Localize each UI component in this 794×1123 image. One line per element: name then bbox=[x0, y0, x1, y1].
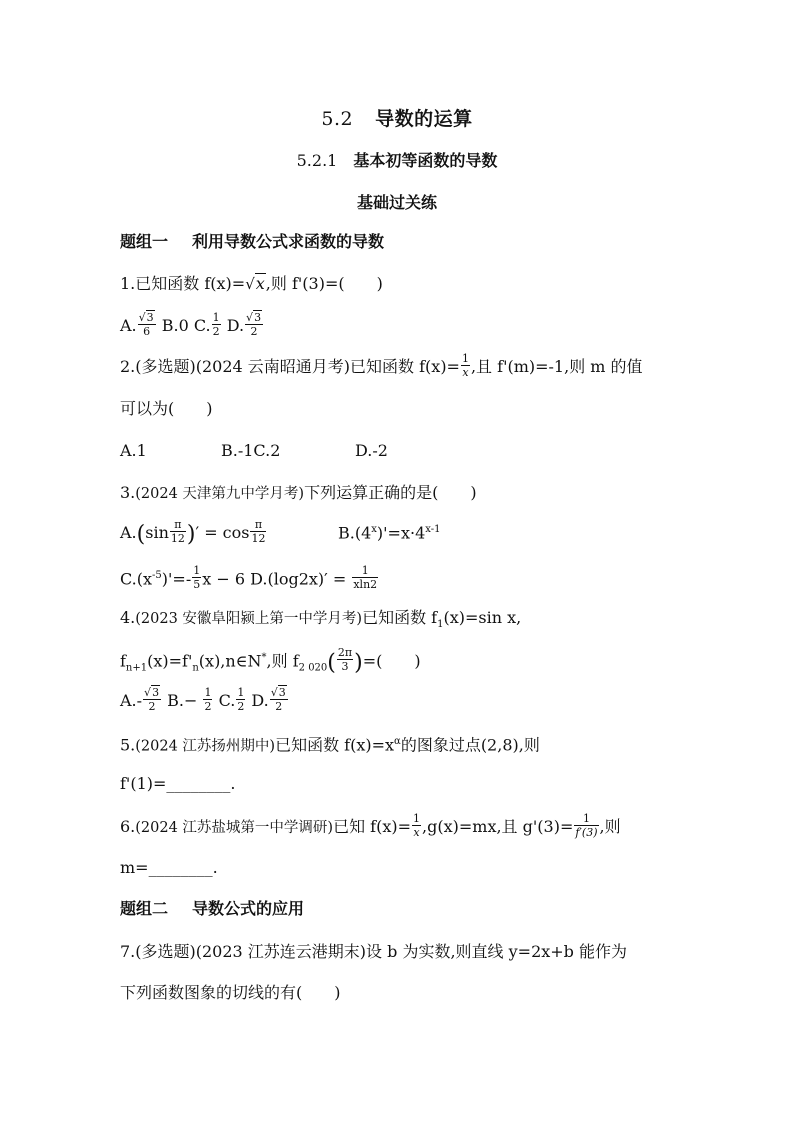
q4-source: (2023 安徽阜阳颍上第一中学月考) bbox=[135, 611, 363, 627]
group-title: 利用导数公式求函数的导数 bbox=[192, 232, 385, 251]
q1-a-fraction: $\frac{√3}{6}$ bbox=[138, 311, 154, 338]
q4-d-den: 2 bbox=[275, 700, 283, 713]
page-subtitle bbox=[0, 148, 794, 171]
q5-exp: α bbox=[394, 736, 401, 747]
q6-g-fraction bbox=[574, 813, 598, 838]
q4-stem-sub: 1 bbox=[437, 619, 444, 631]
question-2-stem-cont: 可以为( ) bbox=[120, 399, 213, 418]
q4-a-den: 2 bbox=[148, 700, 156, 713]
group-label: 题组一 bbox=[120, 232, 169, 251]
title-text: 导数的运算 bbox=[375, 108, 473, 130]
q1-option-b: B.0 C. bbox=[156, 316, 211, 335]
q6-source: (2024 江苏盐城第一中学调研) bbox=[135, 820, 334, 836]
question-7-stem-cont: 下列函数图象的切线的有( ) bbox=[120, 983, 341, 1002]
q4-fraction bbox=[337, 647, 353, 672]
q5-stem: 已知函数 f(x)=x bbox=[275, 735, 395, 755]
q1-radicand: x bbox=[255, 274, 265, 293]
question-1-stem bbox=[120, 273, 383, 295]
q3-option-c-pre: C.(x bbox=[120, 569, 153, 589]
q4-b-fraction bbox=[203, 687, 212, 712]
q4-a-fraction: $\frac{√3}{2}$ bbox=[144, 686, 160, 713]
question-4-options bbox=[120, 686, 289, 714]
q3-a-den: 12 bbox=[170, 532, 185, 546]
q4-d-fraction: $\frac{√3}{2}$ bbox=[270, 686, 286, 713]
q3-source: (2024 天津第九中学月考) bbox=[135, 486, 305, 502]
q4-c-num: 1 bbox=[237, 686, 245, 699]
q1-option-a-label: A. bbox=[120, 316, 137, 335]
q1-stem-pre: 1.已知函数 f(x)= bbox=[120, 274, 246, 293]
q3-b-exp2: x-1 bbox=[425, 524, 441, 535]
q1-c-num: 1 bbox=[212, 311, 220, 324]
q2-option-a: A.1 bbox=[120, 441, 147, 460]
q1-d-fraction: $\frac{√3}{2}$ bbox=[246, 311, 262, 338]
q4-line2-sub3: 2 020 bbox=[298, 662, 328, 674]
q4-option-d-pre: D. bbox=[246, 691, 269, 710]
q3-c-mid: )'=- bbox=[161, 569, 192, 589]
q4-frac-den: 3 bbox=[341, 660, 349, 674]
q3-number: 3. bbox=[120, 483, 136, 502]
q5-source: (2024 江苏扬州期中) bbox=[135, 738, 276, 755]
subtitle-text: 基本初等函数的导数 bbox=[353, 151, 498, 170]
q2-fraction bbox=[461, 353, 470, 378]
q4-option-c-pre: C. bbox=[213, 691, 236, 710]
q4-line2-sup: * bbox=[261, 652, 267, 663]
q2-option-bc: B.-1C.2 bbox=[221, 441, 281, 460]
question-3-stem bbox=[120, 482, 477, 505]
q2-option-d: D.-2 bbox=[355, 441, 388, 460]
q1-stem-post: ,则 f'(3)=( ) bbox=[265, 274, 383, 293]
question-1-options bbox=[120, 311, 264, 339]
subtitle-number: 5.2.1 bbox=[296, 151, 338, 170]
group-title: 导数公式的应用 bbox=[192, 899, 305, 918]
group-label: 题组二 bbox=[120, 899, 169, 918]
q3-b-mid: )'=x·4 bbox=[376, 523, 426, 543]
q4-number: 4. bbox=[120, 608, 136, 627]
q2-frac-num: 1 bbox=[461, 352, 469, 365]
question-2-stem bbox=[120, 352, 643, 380]
q4-line2-a: f bbox=[120, 651, 126, 671]
q4-line2-sub1: n+1 bbox=[125, 662, 148, 674]
q4-line2-c: (x),n∈N bbox=[198, 651, 262, 671]
question-5-stem bbox=[120, 731, 540, 757]
q5-stem-post: 的图象过点(2,8),则 bbox=[400, 735, 540, 755]
q4-b-num: 1 bbox=[204, 686, 212, 699]
q6-number: 6. bbox=[120, 817, 136, 836]
q4-frac-num: 2π bbox=[337, 646, 353, 660]
question-6-answer-line: m=________. bbox=[120, 858, 218, 877]
q1-d-den: 2 bbox=[250, 325, 258, 338]
q4-a-num: 3 bbox=[152, 686, 160, 699]
q3-a-num2: π bbox=[250, 519, 266, 532]
section-heading: 基础过关练 bbox=[356, 193, 437, 212]
page-title bbox=[0, 104, 794, 131]
q3-d-fraction bbox=[352, 565, 378, 590]
q3-a-fn: sin bbox=[145, 523, 169, 543]
q4-line2-sub2: n bbox=[192, 662, 199, 674]
q2-stem-pre: 2.(多选题)(2024 云南昭通月考)已知函数 f(x)= bbox=[120, 357, 460, 376]
q3-c-den: 5 bbox=[193, 578, 201, 592]
q1-c-fraction bbox=[212, 312, 221, 337]
q2-stem-post: ,且 f'(m)=-1,则 m 的值 bbox=[470, 357, 643, 376]
q3-c-num: 1 bbox=[193, 564, 201, 578]
q6-g-num: 1 bbox=[574, 813, 598, 826]
q4-line2-b: (x)=f' bbox=[147, 651, 193, 671]
q6-stem: 已知 f(x)= bbox=[333, 817, 412, 836]
q1-option-d-label: D. bbox=[221, 316, 245, 335]
question-7-stem: 7.(多选题)(2023 江苏连云港期末)设 b 为实数,则直线 y=2x+b 能作为 bbox=[120, 942, 628, 961]
q4-c-den: 2 bbox=[237, 700, 245, 713]
q3-d-num: 1 bbox=[352, 565, 378, 578]
q2-frac-den: x bbox=[462, 366, 469, 379]
question-3-options-cd bbox=[120, 565, 379, 592]
question-6-stem bbox=[120, 812, 621, 840]
q4-line2-d: ,则 f bbox=[266, 651, 299, 671]
q4-option-a-pre: A.- bbox=[120, 691, 143, 710]
q6-g-den: f′(3) bbox=[575, 826, 598, 839]
group-heading-2 bbox=[120, 898, 304, 920]
q3-option-d-pre: D.(log2x)′ = bbox=[250, 569, 352, 589]
q1-c-den: 2 bbox=[212, 325, 220, 338]
q4-c-fraction bbox=[236, 687, 245, 712]
question-3-options-ab: A.(sin $\frac{\pi}{12}$ )′ = cos $\frac{\pi}{12}$ $B.(4^x)'=x\cdot 4^{x-1}$ bbox=[120, 518, 441, 548]
q3-c-fraction bbox=[192, 565, 201, 590]
q3-a-den2: 12 bbox=[251, 532, 266, 546]
q6-mid: ,g(x)=mx,且 g'(3)= bbox=[422, 817, 574, 836]
q6-f-fraction bbox=[412, 813, 421, 838]
q4-stem: 已知函数 f bbox=[362, 608, 438, 627]
q3-a-mid: ′ = cos bbox=[195, 523, 250, 543]
q4-line2-end: =( ) bbox=[362, 651, 421, 671]
q3-stem: 下列运算正确的是( ) bbox=[304, 483, 477, 502]
q5-number: 5. bbox=[120, 735, 136, 755]
question-4-stem-cont: $f_{n+1}(x)=f'_n(x),n\in N^*$,则 $f_{2 020}$( $\frac{2\pi}{3}$ )=( ) bbox=[120, 646, 421, 676]
q4-b-den: 2 bbox=[204, 700, 212, 713]
q3-b-exp: x bbox=[371, 524, 377, 535]
q6-f-den: x bbox=[413, 826, 420, 839]
q1-d-num: 3 bbox=[254, 311, 262, 324]
q4-d-num: 3 bbox=[278, 686, 286, 699]
q1-a-den: 6 bbox=[143, 325, 151, 338]
q4-stem-post: (x)=sin x, bbox=[443, 608, 522, 627]
title-number: 5.2 bbox=[321, 108, 354, 130]
q3-c-post: x − 6 bbox=[202, 569, 251, 589]
q3-d-den: xln2 bbox=[353, 578, 378, 592]
q4-option-b-pre: B.− bbox=[162, 691, 203, 710]
q3-a-fraction bbox=[170, 519, 186, 544]
sqrt-x: √x bbox=[245, 274, 265, 293]
q3-c-exp: -5 bbox=[152, 570, 162, 581]
q3-a-fraction-2 bbox=[250, 519, 266, 544]
q3-option-b-pre: B.(4 bbox=[338, 523, 372, 543]
group-heading-1 bbox=[120, 231, 384, 253]
question-2-options bbox=[120, 440, 388, 462]
question-5-answer-line: f'(1)=________. bbox=[120, 774, 236, 793]
q6-post: ,则 bbox=[599, 817, 621, 836]
question-4-stem bbox=[120, 607, 521, 636]
q1-a-num: 3 bbox=[146, 311, 154, 324]
q6-f-num: 1 bbox=[413, 812, 421, 825]
q3-option-a-label: A. bbox=[120, 523, 137, 543]
q3-a-num: π bbox=[170, 519, 186, 532]
